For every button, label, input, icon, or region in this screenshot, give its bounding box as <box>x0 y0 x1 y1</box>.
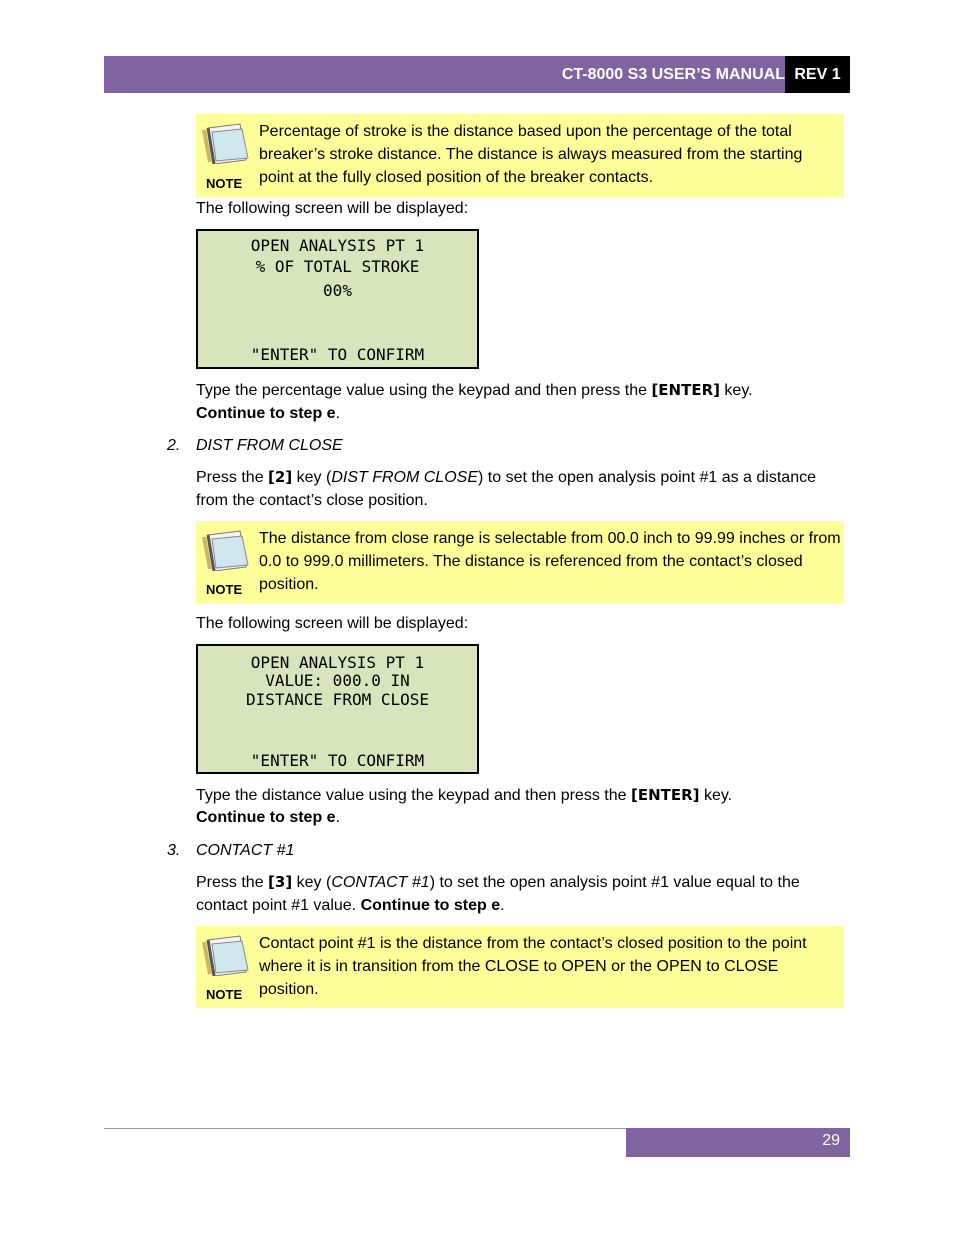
note-label: NOTE <box>206 176 243 191</box>
note-box <box>196 521 844 603</box>
lcd-line: OPEN ANALYSIS PT 1 <box>250 236 425 255</box>
continue-instruction: Continue to step e. <box>196 405 341 422</box>
note-text: Contact point #1 is the distance from the contact’s closed position to the point where it is in transition from the CLOSE to OPEN or the OPEN to CLOSE position. <box>259 935 807 998</box>
instruction-paragraph: Press the [3] key (CONTACT #1) to set the open analysis point #1 value equal to the <box>196 873 800 891</box>
page-number: 29 <box>626 1128 850 1157</box>
revision-badge: REV 1 <box>785 56 850 93</box>
enter-key-label: [ENTER] <box>651 381 720 399</box>
lcd-line: DISTANCE FROM CLOSE <box>245 690 430 709</box>
key-3-label: [3] <box>268 873 293 891</box>
note-box <box>196 114 844 197</box>
notepad-icon <box>202 120 252 164</box>
instruction-paragraph: Type the distance value using the keypad and then press the [ENTER] key. <box>196 786 733 804</box>
notepad-icon <box>202 527 252 571</box>
manual-title: CT-8000 S3 USER’S MANUAL <box>561 66 785 83</box>
instruction-paragraph-line: from the contact’s close position. <box>196 492 428 509</box>
instruction-paragraph-line: contact point #1 value. Continue to step e. <box>196 897 505 914</box>
lcd-line: "ENTER" TO CONFIRM <box>250 751 425 770</box>
lcd-line: 00% <box>323 281 352 300</box>
note-text: Percentage of stroke is the distance based upon the percentage of the total breaker’s stroke distance. The distance is always measured from the starting point at the fully closed position of the breaker contacts. <box>259 123 803 186</box>
enter-key-label: [ENTER] <box>630 786 700 804</box>
lcd-line: "ENTER" TO CONFIRM <box>250 345 425 364</box>
lcd-screen <box>196 229 479 369</box>
lcd-line: VALUE: 000.0 IN <box>265 671 410 690</box>
key-2-label: [2] <box>268 468 293 486</box>
note-text: The distance from close range is selectable from 00.0 inch to 99.99 inches or from 0.0 to 999.0 millimeters. The distance is referenced from the contact’s closed position. <box>259 530 841 593</box>
instruction-paragraph: Type the percentage value using the keypad and then press the [ENTER] key. <box>196 381 753 399</box>
lcd-screen <box>196 644 479 774</box>
screen-intro: The following screen will be displayed: <box>196 615 469 632</box>
notepad-icon <box>202 932 252 976</box>
note-box <box>196 926 844 1008</box>
item-title: DIST FROM CLOSE <box>196 437 343 454</box>
footer-rule <box>104 1128 626 1129</box>
item-number: 3. <box>167 842 181 859</box>
item-number: 2. <box>167 437 181 454</box>
lcd-line: % OF TOTAL STROKE <box>255 257 420 276</box>
screen-intro: The following screen will be displayed: <box>196 200 469 217</box>
instruction-paragraph: Press the [2] key (DIST FROM CLOSE) to set the open analysis point #1 as a distance <box>196 468 816 486</box>
note-label: NOTE <box>206 987 243 1002</box>
lcd-line: OPEN ANALYSIS PT 1 <box>250 653 425 672</box>
note-label: NOTE <box>206 582 243 597</box>
item-title: CONTACT #1 <box>196 842 295 859</box>
continue-instruction: Continue to step e. <box>196 809 341 826</box>
